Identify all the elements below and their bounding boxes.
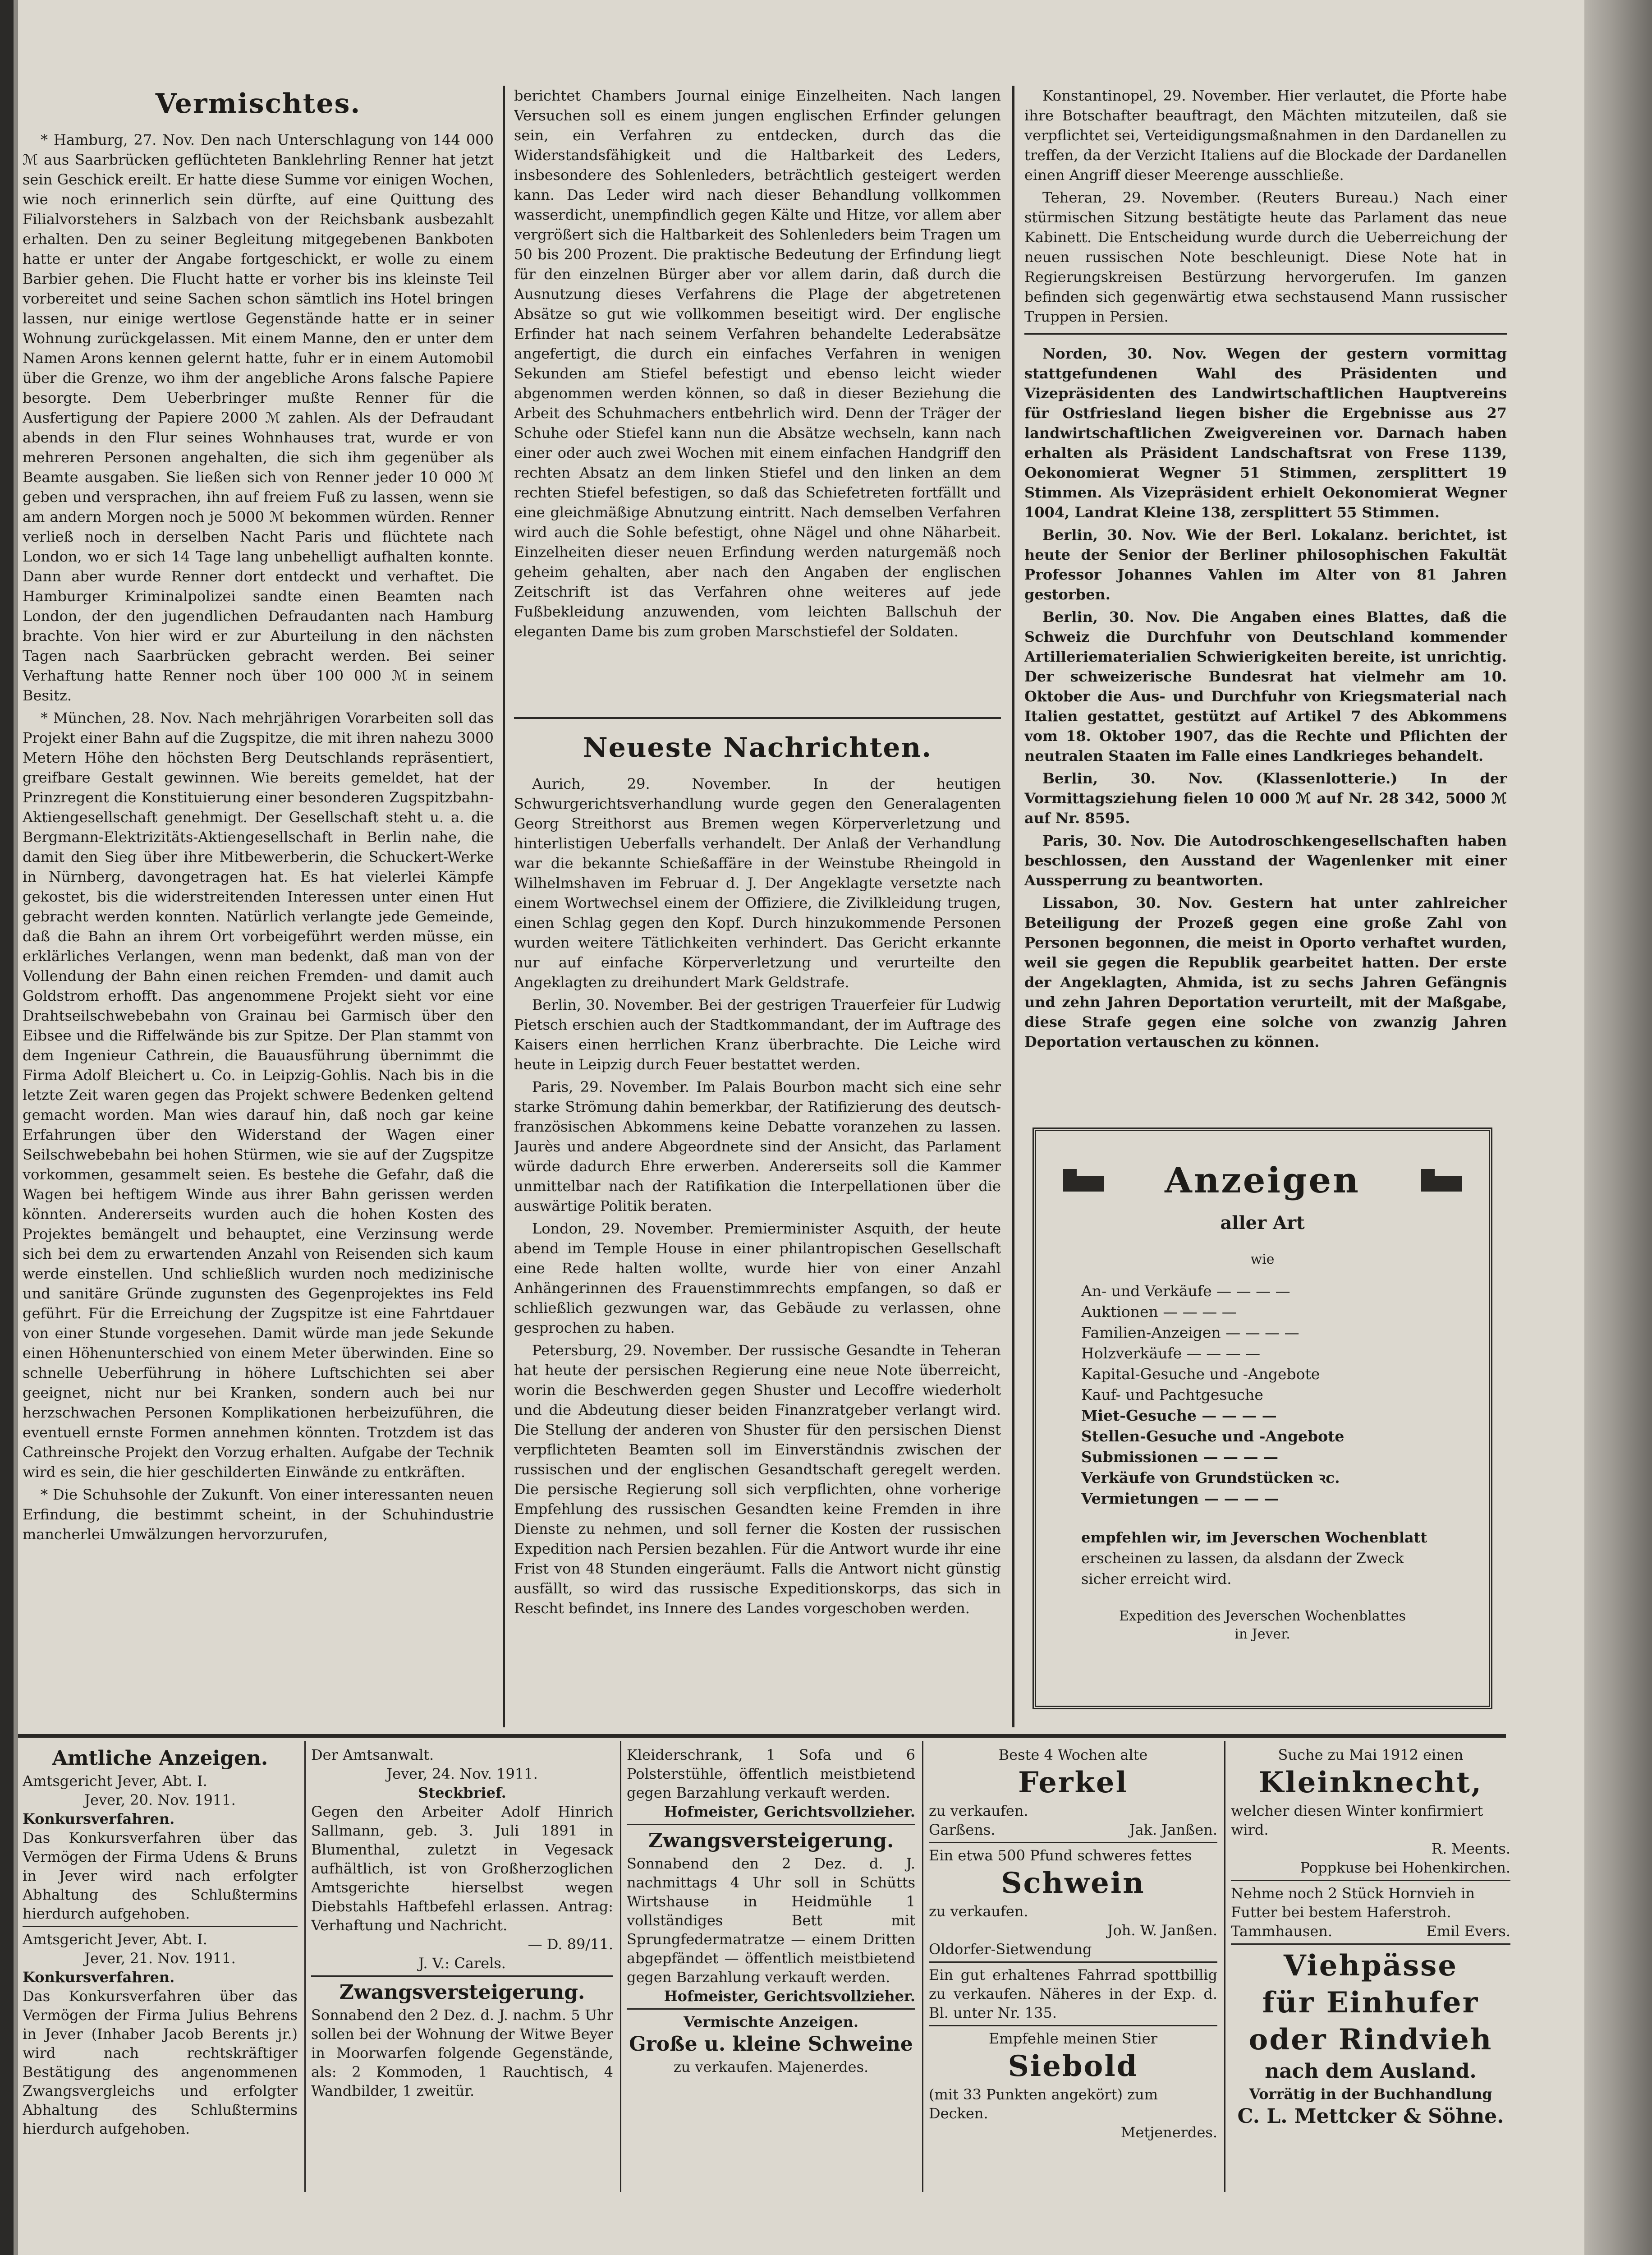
anzeigen-title: Anzeigen — [1165, 1160, 1360, 1201]
ad-divider-3 — [922, 1741, 923, 2192]
news-berlin-schweiz: Berlin, 30. Nov. Die Angaben eines Blattes, daß die Schweiz die Durchfuhr von Deutschland kommender Artilleriematerialien Schwierigkeiten bereite, ist unrichtig. Der schweizerische Bundesrat hat vielmehr am 10. Oktober die Aus- und Durchfuhr von Kriegsmaterial nach Italien gestattet, gestützt auf Artikel 7 des Abkommens vom 18. Oktober 1907, das die Rechte und Pflichten der neutralen Staaten im Falle eines Landkrieges behandelt. — [1024, 608, 1507, 764]
divider — [929, 1961, 1217, 1963]
ad-column-e: Suche zu Mai 1912 einen Kleinknecht, welcher diesen Winter konfirmiert wird. R. Meents. Poppkuse bei Hohenkirchen. Nehme noch 2 Stück Hornvieh in Futter bei bestem Haferstroh. Tammhausen. Emil Evers. Viehpässe für Einhufer oder Rindvieh nach dem Ausland. Vorrätig in der Buchhandlung C. L. Mettcker & Söhne. — [1231, 1746, 1510, 2128]
article-hamburg: * Hamburg, 27. Nov. Den nach Unterschlagung von 144 000 ℳ aus Saarbrücken geflüchteten Banklehrling Renner hat jetzt sein Geschick ereilt. Er hatte diese Summe vor einigen Wochen, wie noch erinnerlich sein dürfte, auf eine Quittung des Filialvorstehers in Salzbach von der Reichsbank ausbezahlt erhalten. Den zu seiner Begleitung mitgegebenen Bankboten hatte er unter der Angabe fortgeschickt, er wolle zu einem Barbier gehen. Die Flucht hatte er vorher bis ins kleinste Teil vorbereitet und seine Sachen schon sämtlich ins Hotel bringen lassen, nur einige wertlose Gegenstände hatte er in seiner Wohnung zurückgelassen. Mit einem Manne, den er unter dem Namen Arons kennen gelernt hatte, fuhr er in einem Automobil über die Grenze, wo ihm der angebliche Arons falsche Papiere besorgte. Dem Ueberbringer mußte Renner für die Ausfertigung der Papiere 2000 ℳ zahlen. Als der Defraudant abends in den Flur seines Wohnhauses trat, wurde er von mehreren Personen angehalten, die sich ihm gegenüber als Beamte ausgaben. Sie ließen sich von Renner jeder 10 000 ℳ geben und versprachen, ihn auf freiem Fuß zu lassen, wenn sie am andern Morgen noch je 5000 ℳ bekommen würden. Renner verließ noch in derselben Nacht Paris und flüchtete nach London, wo er sich 14 Tage lang unbehelligt aufhalten konnte. Dann aber wurde Renner dort entdeckt und verhaftet. Die Hamburger Kriminalpolizei sandte einen Beamten nach London, der den jugendlichen Defraudanten nach Hamburg brachte. Von hier wird er zur Aburteilung in den nächsten Tagen nach Saarbrücken gebracht werden. Bei seiner Verhaftung hatte Renner noch über 100 000 ℳ in seinem Besitz. — [23, 131, 494, 704]
anzeigen-expedition: Expedition des Jeverschen Wochenblattes in Jever. — [1119, 1608, 1406, 1642]
news-norden: Norden, 30. Nov. Wegen der gestern vormittag stattgefundenen Wahl des Präsidenten und Vizepräsidenten des Landwirtschaftlichen Hauptvereins für Ostfriesland liegen bisher die Ergebnisse aus 27 landwirtschaftlichen Zweigvereinen vor. Darnach haben erhalten als Präsident Landschaftsrat von Frese 1139, Oekonomierat Wegner 51 Stimmen, zersplittert 19 Stimmen. Als Vizepräsident erhielt Oekonomierat Wegner 1004, Landrat Kleine 138, zersplittert 55 Stimmen. — [1024, 345, 1507, 521]
list-item: An- und Verkäufe — — — — — [1081, 1282, 1290, 1300]
ad-text: Kleiderschrank, 1 Sofa und 6 Polsterstühle, öffentlich meistbietend gegen Barzahlung verkauft werden. — [627, 1746, 915, 1801]
column-divider-2 — [1012, 86, 1014, 1727]
ad-text: Sonnabend den 2 Dez. d. J. nachm. 5 Uhr sollen bei der Wohnung der Witwe Beyer in Moorwarfen folgende Gegenstände, als: 2 Kommoden, 1 Rauchtisch, 4 Wandbilder, 1 zweitür. — [311, 2006, 613, 2099]
article-muenchen: * München, 28. Nov. Nach mehrjährigen Vorarbeiten soll das Projekt einer Bahn auf die Zugspitze, die mit ihren nahezu 3000 Metern Höhe den höchsten Berg Deutschlands repräsentiert, greifbare Gestalt gewinnen. Wie bereits gemeldet, hat der Prinzregent die Konstituierung einer besonderen Zugspitzbahn-Aktiengesellschaft genehmigt. Der Gesellschaft steht u. a. die Bergmann-Elektrizitäts-Aktiengesellschaft in Berlin nahe, die damit den Sieg über ihre Mitbewerberin, die Schuckert-Werke in Nürnberg, davongetragen hat. Es hat vielerlei Kämpfe gekostet, bis die widerstreitenden Interessen unter einen Hut gebracht werden konnten. Natürlich verlangte jede Gemeinde, daß die Bahn an ihrem Ort vorbeigeführt werden müsse, ein erklärliches Verlangen, wenn man bedenkt, daß man von der Vollendung der Bahn einen reichen Fremden- und damit auch Goldstrom erhofft. Das angenommene Projekt sieht vor eine Drahtseilschwebebahn von Grainau bei Garmisch über den Eibsee und die Riffelwände bis zur Spitze. Der Plan stammt von dem Ingenieur Cathrein, die Bauausführung übernimmt die Firma Adolf Bleichert u. Co. in Leipzig-Gohlis. Nach bis in die letzte Zeit waren gegen das Projekt schwere Bedenken geltend gemacht worden. Man wies darauf hin, daß noch gar keine Erfahrungen über den Widerstand der Wagen einer Seilschwebebahn bei hohen Stürmen, wie sie auf der Zugspitze vorkommen, gesammelt seien. Es bestehe die Gefahr, daß die Wagen bei heftigem Winde aus ihrer Bahn gerissen werden könnten. Andererseits wurden auch die hohen Kosten des Projektes bemängelt und behauptet, eine Verzinsung werde sich bei dem zu erwartenden Anzahl von Reisenden sich kaum werde einstellen. Und schließlich wurden noch medizinische und sanitäre Gründe zugunsten des Gegenprojektes ins Feld geführt. Für die Erreichung der Zugspitze ist eine Fahrtdauer von einer Stunde vorgesehen. Damit würde man jede Sekunde einen Höhenunterschied von einem Meter überwinden. Eine so schnelle Ueberführung in höhere Luftschichten sei aber geeignet, nicht nur bei Kranken, sondern auch bei nur herzschwachen Personen Komplikationen herbeizuführen, die eventuell ernste Formen annehmen könnten. Trotzdem ist das Cathreinsche Projekt den Vorzug erhalten. Aufgabe der Technik wird es sein, die hier geschilderten Einwände zu entkräften. — [23, 709, 494, 1481]
book-binding-edge — [1584, 0, 1652, 2255]
list-item: Kauf- und Pachtgesuche — [1081, 1386, 1263, 1404]
neueste-nachrichten-heading: Neueste Nachrichten. — [583, 732, 932, 764]
amtliche-anzeigen-heading: Amtliche Anzeigen. — [52, 1747, 268, 1770]
ad-text: Das Konkursverfahren über das Vermögen der Firma Udens & Bruns in Jever wird nach erfolgter Abhaltung des Schlußtermins hierdurch aufgehoben. — [23, 1829, 298, 1922]
divider — [23, 1926, 298, 1927]
divider — [311, 1975, 613, 1977]
list-item: Familien-Anzeigen — — — — — [1081, 1324, 1299, 1341]
divider — [627, 1824, 915, 1825]
list-item: Auktionen — — — — — [1081, 1303, 1237, 1321]
ad-text: Gegen den Arbeiter Adolf Hinrich Sallmann, geb. 3. Juli 1891 in Blumenthal, zuletzt in Vegesack aufhältlich, ist von Großherzoglichen Amtsgerichte hierselbst wegen Diebstahls Haftbefehl erlassen. Antrag: Verhaftung und Nachricht. — [311, 1803, 613, 1934]
news-teheran: Teheran, 29. November. (Reuters Bureau.) Nach einer stürmischen Sitzung bestätigte heute das Parlament das neue Kabinett. Die Entscheidung wurde durch die Ueberreichung der neuen russischen Note beschleunigt. Diese Note hat in Regierungskreisen Bestürzung hervorgerufen. Im ganzen befinden sich gegenwärtig etwa sechstausend Mann russischer Truppen in Persien. — [1024, 189, 1507, 325]
list-item: Holzverkäufe — — — — — [1081, 1344, 1261, 1362]
divider — [929, 2025, 1217, 2026]
column-vermischtes — [23, 81, 494, 1723]
list-item: Submissionen — — — — — [1081, 1448, 1279, 1466]
ad-column-c: Kleiderschrank, 1 Sofa und 6 Polsterstühle, öffentlich meistbietend gegen Barzahlung verkauft werden. Hofmeister, Gerichtsvollzieher. Zwangsversteigerung. Sonnabend den 2 Dez. d. J. nachmittags 4 Uhr soll in Schütts Wirtshause in Heidmühle 1 vollständiges Bett mit Sprungfedermatratze — einem Dritten abgepfändet — öffentlich meistbietend gegen Barzahlung verkauft werden. Hofmeister, Gerichtsvollzieher. Vermischte Anzeigen. Große u. kleine Schweine zu verkaufen. Majenerdes. — [627, 1746, 915, 2076]
column-3 — [1024, 86, 1507, 1105]
list-item: Verkäufe von Grundstücken ꝛc. — [1081, 1469, 1340, 1486]
news-berlin-vahlen: Berlin, 30. Nov. Wie der Berl. Lokalanz. berichtet, ist heute der Senior der Berliner philosophischen Fakultät Professor Johannes Vahlen im Alter von 81 Jahren gestorben. — [1024, 526, 1507, 603]
news-berlin-lotterie: Berlin, 30. Nov. (Klassenlotterie.) In der Vormittagsziehung fielen 10 000 ℳ auf Nr. 28 342, 5000 ℳ auf Nr. 8595. — [1024, 770, 1507, 827]
news-aurich: Aurich, 29. November. In der heutigen Schwurgerichtsverhandlung wurde gegen den Generalagenten Georg Streithorst aus Bremen wegen Körperverletzung und hinterlistigen Ueberfalls verhandelt. Der Anlaß der Verhandlung war die bekannte Schießaffäre in der Weinstube Rheingold in Wilhelmshaven im Februar d. J. Der Angeklagte versetzte nach einem Wortwechsel einem der Offiziere, die Zivilkleidung trugen, einen Schlag gegen den Kopf. Durch hinzukommende Personen wurden weitere Tätlichkeiten verhindert. Das Gericht erkannte nur auf einfache Körperverletzung und verurteilte den Angeklagten zu dreihundert Mark Geldstrafe. — [514, 775, 1001, 991]
ad-divider-1 — [304, 1741, 306, 2192]
ad-text: Sonnabend den 2 Dez. d. J. nachmittags 4 Uhr soll in Schütts Wirtshause in Heidmühle 1 vollständiges Bett mit Sprungfedermatratze — einem Dritten abgepfändet — öffentlich meistbietend gegen Barzahlung verkauft werden. — [627, 1855, 915, 1986]
divider — [627, 2008, 915, 2010]
divider — [1231, 1880, 1510, 1881]
pointing-hand-left-icon — [1063, 1176, 1104, 1192]
ad-divider-4 — [1224, 1741, 1225, 2192]
news-berlin-trauerfeier: Berlin, 30. November. Bei der gestrigen Trauerfeier für Ludwig Pietsch erschien auch der Stadtkommandant, der im Auftrage des Kaisers einen herrlichen Kranz überbrachte. Die Leiche wird heute in Leipzig durch Feuer bestattet werden. — [514, 996, 1001, 1073]
ad-column-b: Der Amtsanwalt. Jever, 24. Nov. 1911. Steckbrief. Gegen den Arbeiter Adolf Hinrich Sallmann, geb. 3. Juli 1891 in Blumenthal, zuletzt in Vegesack aufhältlich, ist von Großherzoglichen Amtsgerichte hierselbst wegen Diebstahls Haftbefehl erlassen. Antrag: Verhaftung und Nachricht. — D. 89/11. J. V.: Carels. Zwangsversteigerung. Sonnabend den 2 Dez. d. J. nachm. 5 Uhr sollen bei der Wohnung der Witwe Beyer in Moorwarfen folgende Gegenstände, als: 2 Kommoden, 1 Rauchtisch, 4 Wandbilder, 1 zweitür. — [311, 1746, 613, 2099]
anzeigen-subtitle: aller Art — [1220, 1212, 1305, 1233]
anzeigen-wie: wie — [1250, 1252, 1275, 1267]
list-item: Kapital-Gesuche und -Angebote — [1081, 1365, 1320, 1383]
column-2 — [514, 86, 1001, 1727]
article-schuhsohle-cont: berichtet Chambers Journal einige Einzelheiten. Nach langen Versuchen soll es einem jungen englischen Erfinder gelungen sein, ein Verfahren zu entdecken, durch das die Widerstandsfähigkeit und die Haltbarkeit des Leders, insbesondere des Sohlenleders, beträchtlich gesteigert werden kann. Das Leder wird nach dieser Behandlung vollkommen wasserdicht, unempfindlich gegen Kälte und Hitze, vor allem aber vergrößert sich die Haltbarkeit des Sohlenleders beim Tragen um 50 bis 200 Prozent. Die praktische Bedeutung der Erfindung liegt für den einzelnen Bürger aber vor allem darin, daß durch die Ausnutzung dieses Verfahrens die Plage der abgetretenen Absätze so gut wie vollkommen beseitigt wird. Der englische Erfinder hat nach seinem Verfahren behandelte Lederabsätze angefertigt, die durch ein einfaches Verfahren in wenigen Sekunden am Stiefel befestigt und ebenso leicht wieder abgenommen werden können, so daß in dieser Beziehung die Arbeit des Schuhmachers entbehrlich wird. Denn der Träger der Schuhe oder Stiefel kann nun die Absätze wechseln, kann nach einer oder auch zwei Wochen mit einem einfachen Handgriff den rechten Absatz an dem linken Stiefel und den linken an dem rechten Stiefel befestigen, so daß das Schiefetreten fortfällt und eine gleichmäßige Abnutzung eintritt. Nach demselben Verfahren wird auch die Sohle befestigt, ohne Nägel und ohne Näharbeit. Einzelheiten dieser neuen Erfindung werden naturgemäß noch geheim gehalten, aber nach den Angaben der englischen Zeitschrift ist das Verfahren ohne weiteres auf jede Fußbekleidung anzuwenden, vom leichten Ballschuh der eleganten Dame bis zum groben Marschstiefel der Soldaten. — [514, 87, 1001, 640]
ad-column-a: Amtliche Anzeigen. Amtsgericht Jever, Abt. I. Jever, 20. Nov. 1911. Konkursverfahren. Das Konkursverfahren über das Vermögen der Firma Udens & Bruns in Jever wird nach erfolgter Abhaltung des Schlußtermins hierdurch aufgehoben. Amtsgericht Jever, Abt. I. Jever, 21. Nov. 1911. Konkursverfahren. Das Konkursverfahren über das Vermögen der Firma Julius Behrens in Jever (Inhaber Jacob Berents jr.) wird nach rechtskräftiger Bestätigung des angenommenen Zwangsvergleichs und erfolgter Abhaltung des Schlußtermins hierdurch aufgehoben. — [23, 1745, 298, 2196]
article-schuhsohle: * Die Schuhsohle der Zukunft. Von einer interessanten neuen Erfindung, die bestimmt scheint, in der Schuhindustrie mancherlei Umwälzungen hervorzurufen, — [23, 1486, 494, 1543]
divider — [929, 1842, 1217, 1843]
vermischtes-heading: Vermischtes. — [155, 88, 361, 120]
news-konstantinopel: Konstantinopel, 29. November. Hier verlautet, die Pforte habe ihre Botschafter beauftragt, den Mächten mitzuteilen, daß sie verpflichtet sei, Verteidigungsmaßnahmen in den Dardanellen zu treffen, da der Verzicht Italiens auf die Blockade der Dardanellen einen Angriff dieser Meerenge ausschließe. — [1024, 87, 1507, 184]
ad-text: Das Konkursverfahren über das Vermögen der Firma Julius Behrens in Jever (Inhaber Jacob Berents jr.) wird nach rechtskräftiger Bestätigung des angenommenen Zwangsvergleichs und erfolgter Abhaltung des Schlußtermins hierdurch aufgehoben. — [23, 1988, 298, 2137]
column-divider-1 — [503, 86, 505, 1727]
ads-top-rule — [18, 1734, 1506, 1738]
news-lissabon: Lissabon, 30. Nov. Gestern hat unter zahlreicher Beteiligung der Prozeß gegen eine große Zahl von Personen begonnen, die meist in Oporto verhaftet wurden, weil sie gegen die Republik gearbeitet hatten. Der erste der Angeklagten, Ahmida, ist zu sechs Jahren Gefängnis und zehn Jahren Deportation verurteilt, mit der Maßgabe, diese Strafe gegen eine solche von zwanzig Jahren Deportation vertauschen zu können. — [1024, 894, 1507, 1050]
ad-divider-2 — [620, 1741, 621, 2192]
news-paris: Paris, 29. November. Im Palais Bourbon macht sich eine sehr starke Strömung dahin bemerkbar, der Ratifizierung des deutsch-französischen Abkommens keine Debatte voranzehen zu lassen. Jaurès und andere Abgeordnete sind der Ansicht, das Parlament würde dadurch Ehre erwerben. Andererseits soll die Kammer unmittelbar nach der Ratifikation die Interpellationen über die auswärtige Politik beraten. — [514, 1078, 1001, 1215]
pointing-hand-right-icon — [1421, 1176, 1462, 1192]
newspaper-page — [18, 0, 1596, 2255]
ad-column-d: Beste 4 Wochen alte Ferkel zu verkaufen. Garßens. Jak. Janßen. Ein etwa 500 Pfund schweres fettes Schwein zu verkaufen. Joh. W. Janßen. Oldorfer-Sietwendung Ein gut erhaltenes Fahrrad spottbillig zu verkaufen. Näheres in der Exp. d. Bl. unter Nr. 135. Empfehle meinen Stier Siebold (mit 33 Punkten angekört) zum Decken. Metjenerdes. — [929, 1746, 1217, 2141]
anzeigen-box — [1032, 1128, 1492, 1709]
divider — [1231, 1943, 1510, 1945]
section-rule — [1024, 333, 1507, 335]
section-rule — [514, 717, 1001, 719]
news-paris-autodroschken: Paris, 30. Nov. Die Autodroschkengesellschaften haben beschlossen, den Ausstand der Wagenlenker mit einer Aussperrung zu beantworten. — [1024, 832, 1507, 889]
news-london: London, 29. November. Premierminister Asquith, der heute abend im Temple House in einer philantropischen Gesellschaft eine Rede halten wollte, wurde hier von einer Anzahl Anhängerinnen des Frauenstimmrechts empfangen, so daß er schließlich gezwungen war, das Gebäude zu verlassen, ohne gesprochen zu haben. — [514, 1220, 1001, 1336]
list-item: Vermietungen — — — — — [1081, 1490, 1279, 1507]
left-page-edge — [0, 0, 14, 2255]
anzeigen-list — [1081, 1281, 1471, 1509]
anzeigen-empfehlung: empfehlen wir, im Jeverschen Wochenblatt erscheinen zu lassen, da alsdann der Zweck sicher erreicht wird. — [1081, 1529, 1427, 1588]
list-item: Miet-Gesuche — — — — — [1081, 1407, 1277, 1424]
news-petersburg: Petersburg, 29. November. Der russische Gesandte in Teheran hat heute der persischen Regierung eine neue Note überreicht, worin die Beschwerden gegen Shuster und Lecoffre wiederholt und die Abdeutung dieser beiden Finanzratgeber verlangt wird. Die Stellung der anderen von Shuster für den persischen Dienst verpflichteten Beamten soll im Einverständnis zwischen der russischen und der englischen Gesandtschaft geregelt werden. Die persische Regierung soll sich verpflichten, ohne vorherige Empfehlung des russischen Gesandten keine Fremden in ihre Dienste zu nehmen, und soll ferner die Kosten der russischen Expedition nach Persien bezahlen. Für die Antwort wurde ihr eine Frist von 48 Stunden eingeräumt. Falls die Antwort nicht günstig ausfällt, so wird das russische Expeditionskorps, das sich in Rescht befindet, ins Innere des Landes vorgeschoben werden. — [514, 1342, 1001, 1617]
list-item: Stellen-Gesuche und -Angebote — [1081, 1427, 1345, 1445]
